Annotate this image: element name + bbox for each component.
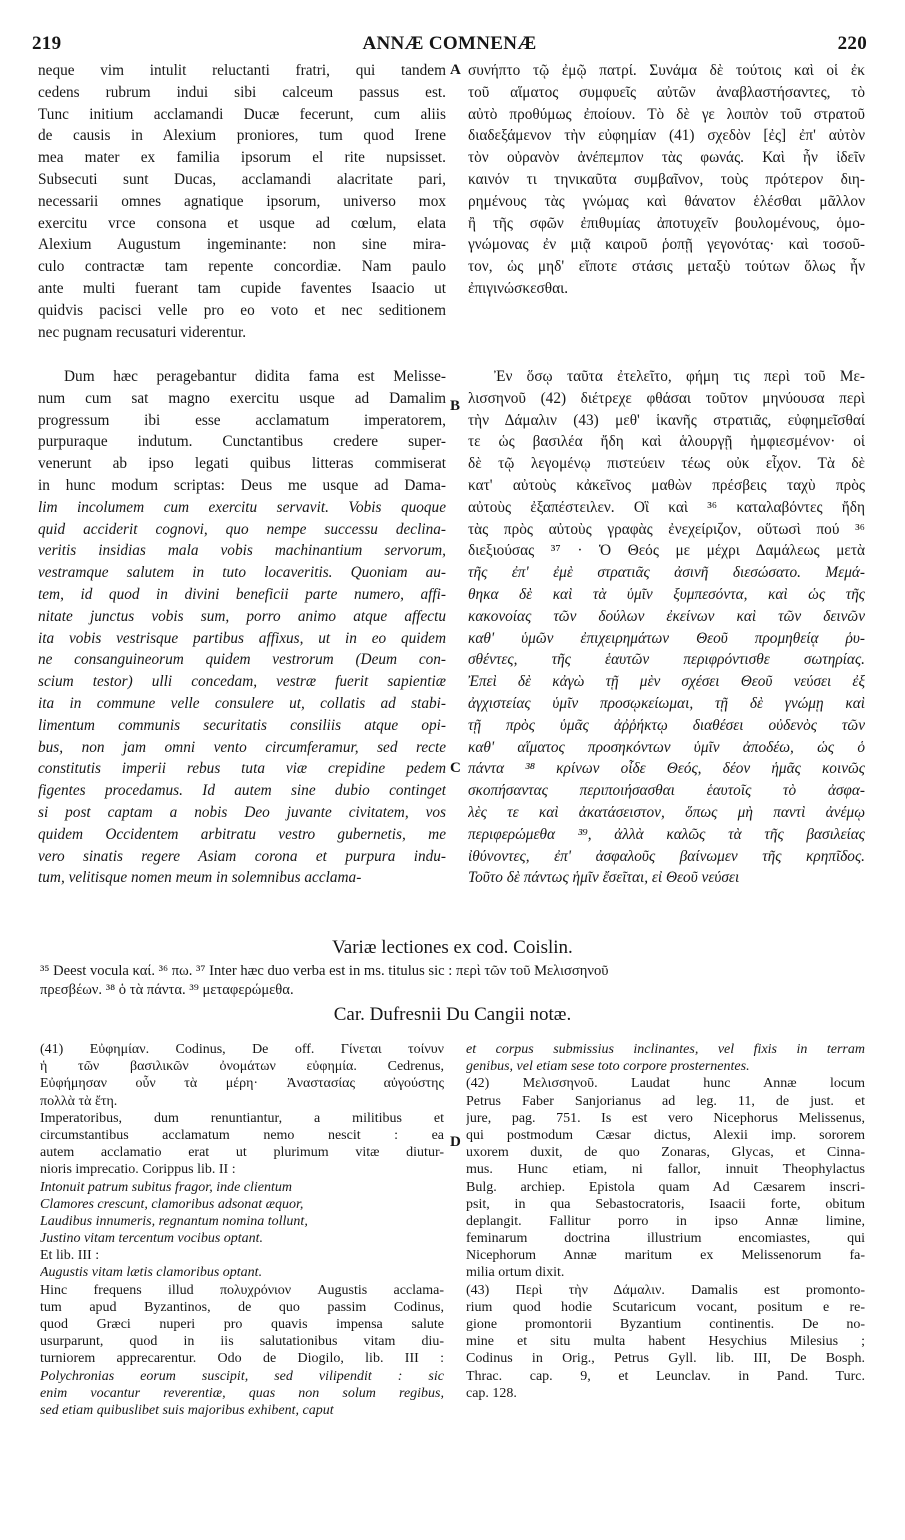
greek-line: τὰς πρὸς αὐτοὺς γραφὰς ἐνεχείριζον, οὕτωσὶ πού ³⁶	[468, 520, 865, 538]
greek-line: γνώμονας ἐν μιᾷ καιροῦ ῥοπῇ γεγονότας· καὶ τοσοῦ-	[468, 236, 865, 254]
latin-line: venerunt ab ipso legati quibus litteras commiserat	[38, 455, 446, 473]
note-line: (42) Μελισσηνοῦ. Laudat hunc Annæ locum	[466, 1076, 865, 1092]
note-line: Clamores crescunt, clamoribus adsonat æquor,	[40, 1196, 304, 1212]
note-line: milia ortum dixit.	[466, 1265, 565, 1281]
latin-line: nec pugnam recusaturi viderentur.	[38, 323, 247, 341]
greek-line: διαδεξάμενον τὴν εὐφημίαν (41) σχεδὸν [ἐς] ἐπ' αὐτὸν	[468, 127, 865, 145]
latin-text-upper	[38, 60, 446, 343]
note-line: enim vocantur reverentiæ, quas non solum regibus,	[40, 1385, 444, 1401]
notes-heading: Car. Dufresnii Du Cangii notæ.	[333, 1004, 572, 1025]
greek-line: τὴν Δάμαλιν (43) μεθ' ἱκανῆς στρατιᾶς, εὐφημεῖσθαί	[468, 411, 865, 429]
greek-line: καθ' ὑμῶν ἐπιχειρημάτων Θεοῦ προμηθείᾳ ῥυ-	[468, 629, 865, 647]
greek-text-upper	[468, 60, 865, 300]
notes-left-column	[40, 1041, 444, 1419]
note-line: gione promontorii Byzantium continentis. De no-	[466, 1317, 865, 1332]
note-line: rium quod hodie Scutaricum vocant, positum e re-	[466, 1299, 865, 1315]
greek-line: λισσηνοῦ (42) διέτρεχε φθάσαι τοῦτον μηνύουσα περὶ	[468, 389, 865, 407]
greek-line: ἀγχιστείας ὑμῖν προσῳκείωμαι, τῇ δὲ γνώμῃ καὶ	[468, 694, 865, 712]
greek-line: θηκα δὲ καὶ τὰ ὑμῖν ξυμπεσόντα, καὶ ὡς τῆς	[468, 585, 865, 603]
greek-line: ἰθύνοντες, ἐπ' ἀσφαλοῦς βαίνωμεν τῆς κρηπῖδος.	[468, 847, 865, 865]
note-line: ἡ τῶν βασιλικῶν ὀνομάτων εὐφημία. Cedrenus,	[40, 1059, 444, 1075]
latin-line: veritis insidias mala vobis machinantium servorum,	[38, 542, 446, 560]
note-line: genibus, vel etiam sese toto corpore prosternentes.	[466, 1059, 750, 1075]
variant-line: πρεσβέων. ³⁸ ὁ τὰ πάντα. ³⁹ μεταφερώμεθα.	[40, 982, 294, 998]
latin-line: ne consanguineorum quidem vestrorum (Deum con-	[38, 651, 446, 669]
latin-line: culo contractæ tam repente concordiæ. Nam paulo	[38, 258, 446, 276]
latin-line: Alexium Augustum ingeminante: non sine mira-	[38, 236, 446, 254]
page-number-right: 220	[837, 33, 867, 54]
note-line: Bulg. archiep. Epistola quam Ad Cæsarem inscri-	[466, 1179, 865, 1195]
note-line: (41) Εὐφημίαν. Codinus, De off. Γίνεται τοίνυν	[40, 1042, 444, 1057]
note-line: usurparunt, quod in iis salutationibus vitam diu-	[40, 1334, 444, 1350]
note-line: circumstantibus acclamatum nemo nescit : ea	[40, 1127, 444, 1143]
notes-right-column	[466, 1041, 865, 1402]
greek-line: συνήπτο τῷ ἐμῷ πατρί. Συνάμα δὲ τούτοις καὶ οἱ ἐκ	[468, 62, 865, 79]
greek-line: αὐτοὺς ἐξαπέστειλεν. Οἳ καὶ ³⁶ καταλαβόντες ἤδη	[468, 498, 865, 516]
note-line: (43) Περὶ τὴν Δάμαλιν. Damalis est promonto-	[466, 1282, 865, 1298]
note-line: mus. Hunc etiam, ni fallor, innuit Theophylactus	[466, 1162, 865, 1178]
note-line: et corpus submissius inclinantes, vel fixis in terram	[466, 1042, 865, 1057]
latin-line: bus, non jam omni vento circumferamur, sed recte	[38, 738, 446, 756]
latin-line: constitutis imperii rebus tuta viæ crepidine pedem	[38, 760, 446, 778]
latin-line: tem, id quod in divini beneficii parte numero, affi-	[38, 585, 446, 603]
latin-line: quidvis pacisci velle pro eo voto et nec seditionem	[38, 301, 446, 319]
latin-line: limentum communis securitatis consiliis atque opi-	[38, 716, 446, 734]
note-line: nioris imprecatio. Corippus lib. II :	[40, 1162, 236, 1178]
latin-line: exercitu vᴦce consona et usque ad cœlum, elata	[38, 214, 446, 232]
greek-line: περιφερώμεθα ³⁹, ἀλλὰ καλῶς τὰ τῆς βασιλείας	[468, 825, 865, 843]
running-title: ANNÆ COMNENÆ	[362, 33, 537, 54]
note-line: Imperatoribus, dum renuntiantur, a militibus et	[40, 1110, 444, 1126]
latin-line: tum, velitisque nomen meum in solemnibus acclama-	[38, 869, 362, 887]
latin-line: scium testor) ulli concedam, vestræ fuerit sapientiæ	[38, 673, 446, 691]
note-line: mine et situ multa habent Hesychius Milesius ;	[466, 1334, 865, 1350]
latin-line: figentes procedamus. Id autem sine dubio continget	[38, 782, 446, 800]
greek-line: πάντα ³⁸ κρίνων οἶδε Θεός, δέον ἡμᾶς κοινῶς	[468, 760, 865, 778]
note-line: jure, pag. 751. Is est vero Nicephorus Melissenus,	[466, 1110, 865, 1126]
greek-line: καινόν τι τηνικαῦτα συμβαῖνον, τοὺς πρότερον διη-	[468, 170, 865, 188]
note-line: Justino vitam tercentum vocibus optant.	[40, 1231, 264, 1247]
running-header	[32, 33, 867, 57]
greek-line: σκοπήσαντας περιποιήσασθαι ἑαυτοῖς τὸ ἀσφα-	[468, 782, 865, 800]
note-line: deplangit. Fallitur porro in ipso Annæ limine,	[466, 1213, 865, 1229]
note-line: cap. 128.	[466, 1385, 517, 1401]
note-line: Hinc frequens illud πολυχρόνιον Augustis acclama-	[40, 1282, 444, 1298]
note-line: quod Græci nuperi pro quavis impensa salute	[40, 1317, 444, 1332]
greek-line: τῇ πρὸς ὑμᾶς ἀῤῥήκτῳ διαθέσει οὐδενὸς τῶν	[468, 716, 865, 734]
latin-line: vestramque salutem in tuto locaveritis. Quoniam au-	[38, 564, 446, 582]
note-line: Nicephorum Annæ maritum ex Melissenorum fa-	[466, 1248, 865, 1264]
margin-marker-d: D	[450, 1134, 461, 1150]
note-line: uxorem duxit, de quo Zonaras, Glycas, et Cinna-	[466, 1145, 865, 1161]
note-line: Laudibus innumeris, regnantum nomina tollunt,	[40, 1213, 308, 1229]
greek-line: ἐπιγινώσκεσθαι.	[468, 279, 569, 297]
latin-line: Dum hæc peragebantur didita fama est Melisse-	[64, 368, 446, 385]
latin-line: neque vim intulit reluctanti fratri, qui tandem	[38, 62, 446, 79]
note-line: Intonuit patrum subitus fragor, inde clientum	[40, 1179, 292, 1195]
greek-line: τον, ὡς μηδ' εἴποτε στάσις μεταξὺ τούτων ὅλως ἦν	[468, 258, 865, 276]
greek-line: Ἐν ὅσῳ ταῦτα ἐτελεῖτο, φήμη τις περὶ τοῦ Με-	[494, 368, 865, 385]
latin-line: lim incolumem cum exercitu servavit. Vobis quoque	[38, 498, 446, 516]
note-line: tum apud Byzantinos, de quo passim Codinus,	[40, 1299, 444, 1315]
latin-line: si post captam a nobis Deo juvante civitatem, vos	[38, 803, 446, 821]
greek-line: διεξιούσας ³⁷ · Ὁ Θεός με μέχρι Δαμάλεως μετὰ	[468, 542, 865, 560]
latin-line: cedens rubrum indui sibi calceum passus est.	[38, 83, 446, 101]
greek-line: τῆς ἐπ' ἐμὲ στρατιᾶς ἀσινῆ διεσώσατο. Μεμά-	[468, 564, 865, 582]
latin-line: num cum sat magno exercitu usque ad Damalim	[38, 389, 446, 407]
greek-line: κατ' αὐτοὺς κἀκεῖνος μαθὼν πρέσβεις ταχὺ πρὸς	[468, 476, 865, 494]
note-line: turniorem apprecarentur. Odo de Diogilo, lib. III :	[40, 1351, 444, 1367]
margin-marker-a: A	[450, 62, 461, 78]
note-line: sed etiam quibuslibet suis majoribus exhibent, caput	[40, 1402, 334, 1418]
greek-line: τοῦ αἵματος συμφυεῖς αὐτῶν ἀναβλαστήσαντες, τὸ	[468, 83, 865, 101]
latin-line: purpuraque indutum. Cunctantibus credere super-	[38, 433, 446, 451]
note-line: πολλὰ τὰ ἔτη.	[40, 1093, 118, 1109]
greek-line: σθέντες, τῆς ἑαυτῶν περιφρόντισθε σωτηρίας.	[468, 651, 865, 669]
latin-line: ita vobis vestrisque partibus affixus, ut in eo quidem	[38, 629, 446, 647]
variant-readings-heading: Variæ lectiones ex cod. Coislin.	[332, 937, 573, 958]
greek-line: τὸν οὐρανὸν ἀνέπεμπον τὰς φωνάς. Καὶ ἦν ἰδεῖν	[468, 149, 865, 167]
margin-marker-c: C	[450, 760, 461, 776]
greek-line: λὲς τε καὶ ἀκατάσειστον, ὅπως μὴ παντὶ ἀνέμῳ	[468, 803, 865, 821]
latin-line: progressum ibi esse acclamatum imperatorem,	[38, 411, 446, 429]
note-line: Εὐφήμησαν οὖν τὰ μέρη· Ἀναστασίας αὐγούστης	[40, 1076, 444, 1092]
greek-text-lower	[468, 366, 865, 889]
latin-line: Tunc initium acclamandi Ducæ fecerunt, cum aliis	[38, 105, 446, 123]
note-line: Augustis vitam lætis clamoribus optant.	[40, 1265, 263, 1281]
note-line: Polychronias eorum suscipit, sed vilipendit : sic	[40, 1368, 444, 1384]
latin-line: quid acciderit cognovi, quo nempe successu declina-	[38, 520, 446, 538]
greek-line: αὐτὸ προθύμως ἐποίουν. Τὸ δὲ γε λοιπὸν τοῦ στρατοῦ	[468, 105, 865, 123]
latin-line: ante multi fuerant tam cupide faventes Isaacio ut	[38, 279, 446, 297]
margin-marker-b: B	[450, 398, 461, 414]
latin-line: quidem Occidentem arbitratu vestro gubernetis, me	[38, 825, 446, 843]
note-line: Codinus in Orig., Petrus Gyll. lib. III, De Bosph.	[466, 1351, 865, 1367]
greek-line: Τοῦτο δὲ πάντως ἡμῖν ἔσεῖται, εἰ Θεοῦ νεύσει	[468, 869, 740, 887]
note-line: psit, in qua Sebastocratoris, Isaacii forte, obitum	[466, 1196, 865, 1212]
note-line: Thrac. cap. 9, et Leunclav. in Pand. Turc.	[466, 1368, 865, 1384]
latin-line: in hunc modum scriptas: Deus me usque ad Dama-	[38, 476, 446, 494]
greek-line: τε ὡς βασιλέα ἤδη καὶ ἁλουργῇ ἠμφιεσμένον· οἱ	[468, 433, 865, 451]
latin-line: nitate junctus vobis sum, porro animo atque affectu	[38, 607, 446, 625]
note-line: Petrus Faber Sanjorianus ad leg. 11, de just. et	[466, 1093, 865, 1109]
note-line: Et lib. III :	[40, 1248, 100, 1264]
note-line: autem acclamatio erat ut plurimum vitæ diutur-	[40, 1145, 444, 1161]
greek-line: Ἐπεὶ δὲ κἀγὼ τῇ μὲν σχέσει Θεοῦ νεύσει ἐξ	[468, 673, 865, 691]
latin-line: necessarii omnes agnatique ipsorum, universo mox	[38, 192, 446, 210]
latin-line: mea mater ex familia ipsorum el rite nupsisset.	[38, 149, 446, 167]
latin-line: vero sinatis regere Asiam corona et purpura indu-	[38, 847, 446, 865]
latin-line: ita in commune velle consulere ut, collatis ad stabi-	[38, 694, 446, 712]
latin-text-lower	[38, 366, 446, 889]
variant-readings	[40, 962, 866, 1000]
variant-line: ³⁵ Deest vocula καί. ³⁶ πω. ³⁷ Inter hæc duo verba est in ms. titulus sic : περὶ τῶν τοῦ Μελισσηνοῦ	[40, 963, 609, 979]
page-number-left: 219	[32, 33, 62, 54]
greek-line: ρημένους τὰς γνώμας καὶ θάνατον ἑλέσθαι μᾶλλον	[468, 192, 865, 210]
greek-line: καθ' αἵματος προσηκόντων ὑμῖν ἀποδέω, ὡς ὁ	[468, 738, 865, 756]
greek-line: ἢ τῆς σφῶν ἐπιθυμίας ἀποτυχεῖν βουλομένους, ὁμο-	[468, 214, 865, 232]
greek-line: δὲ τῷ λεγομένῳ πιστεύειν τέως οὐκ εἶχον. Τὰ δὲ	[468, 455, 865, 473]
note-line: qui postmodum Cæsar dictus, Alexii imp. sororem	[466, 1127, 865, 1143]
latin-line: de causis in Alexium proniores, tum quod Irene	[38, 127, 446, 145]
greek-line: κακονοίας τῶν δούλων ἐκείνων καὶ τῶν δεινῶν	[468, 607, 865, 625]
latin-line: Subsecuti sunt Ducas, acclamandi alacritate pari,	[38, 170, 446, 188]
note-line: feminarum doctrina illustrium encomiastes, qui	[466, 1231, 865, 1247]
